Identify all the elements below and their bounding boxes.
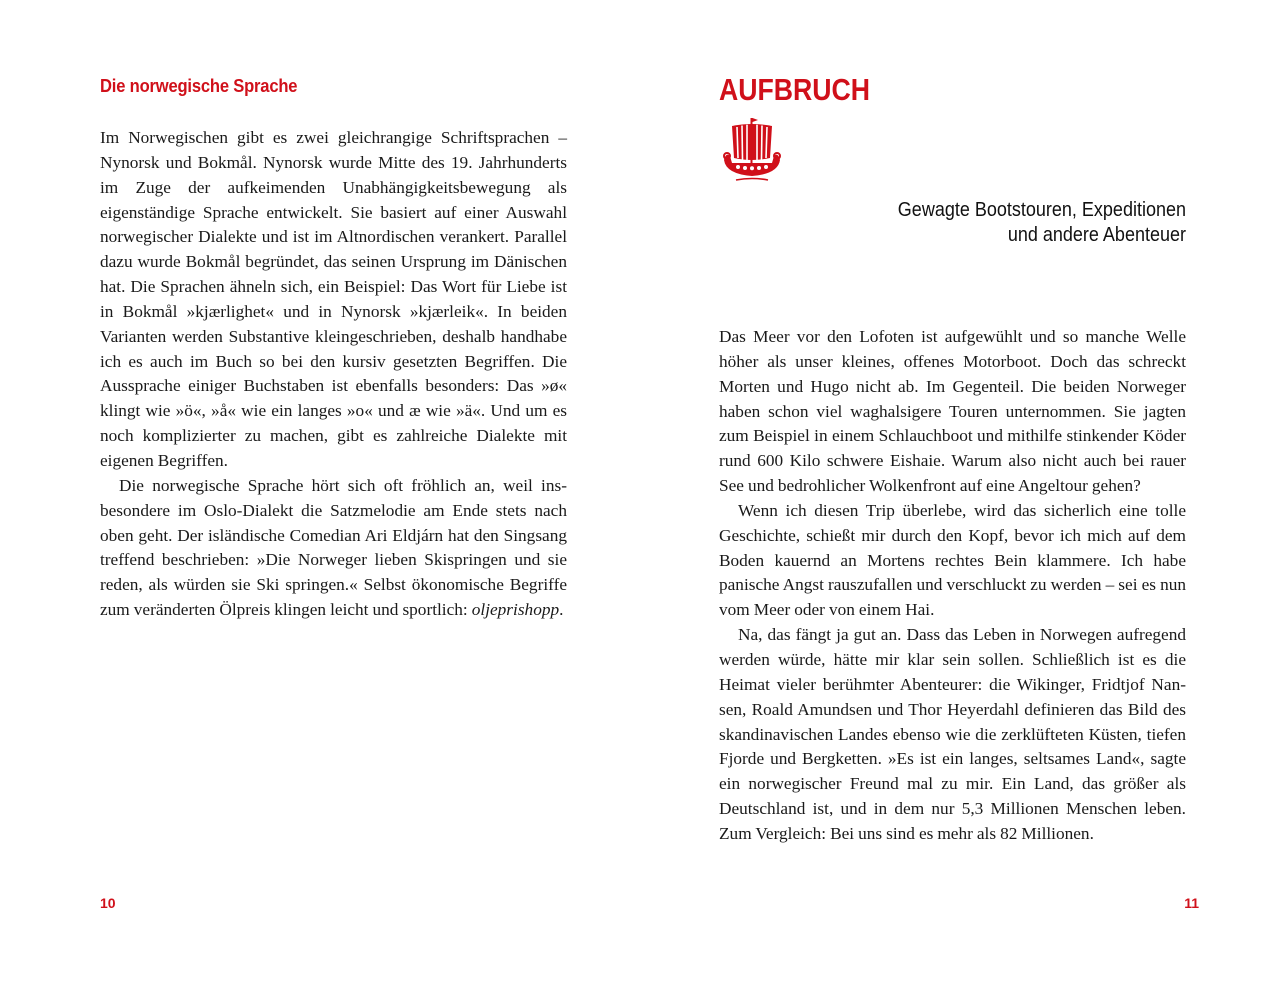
viking-ship-icon (722, 116, 782, 182)
italic-term: oljeprishopp (471, 600, 560, 620)
left-body-text (100, 126, 567, 623)
subtitle-line-2: und andere Abenteuer (1007, 224, 1186, 246)
section-heading: Die norwegische Sprache (100, 76, 298, 96)
italic-suffix: . (559, 600, 564, 620)
right-paragraph-2: Wenn ich diesen Trip überlebe, wird das sicherlich eine tolle Geschichte, schießt mir durch den Kopf, bevor ich mich auf dem Boden kauernd an Mortens rechtes Bein klammere. Ich habe panische Angst rauszufallen und verschluckt zu werden – sei es nun vom Meer oder von einem Hai. (719, 500, 1186, 620)
page-number-left: 10 (100, 895, 116, 911)
left-paragraph-2-text: Die norwegische Sprache hört sich oft fröhlich an, weil insbesondere im Oslo-Dialekt die Satzmelodie am Ende stets nach oben geht. Der isländische Comedian Ari Eldjárn hat den Singsang treffend beschrieben: »Die Norweger lieben Skispringen und sie reden, als würden sie Ski springen.« Selbst ökonomische Begriffe zum veränderten Ölpreis klingen leicht und sportlich: (100, 475, 567, 620)
right-paragraph-1: Das Meer vor den Lofoten ist aufgewühlt und so manche Welle höher als unser kleines, offenes Motorboot. Doch das schreckt Morten und Hugo nicht ab. Im Gegenteil. Die beiden Norweger haben schon viel waghalsigere Touren unternommen. Sie jagten zum Beispiel in einem Schlauchboot und mithilfe stinkender Köder rund 600 Kilo schwere Eishaie. Warum also nicht auch bei rauer See und bedrohlicher Wolkenfront auf eine Angeltour gehen? (719, 327, 1186, 496)
left-paragraph-1: Im Norwegischen gibt es zwei gleichrangige Schriftsprachen – Nynorsk und Bokmål. Nynorsk wurde Mitte des 19. Jahrhunderts im Zuge der aufkeimenden Unabhängigkeitsbewegung als eigenständige Sprache entwickelt. Sie basiert auf einer Auswahl norwegischer Dialekte und ist im Altnordischen verankert. Parallel dazu wurde Bokmål begründet, das seinen Ursprung im Dänischen hat. Die Sprachen ähneln sich, ein Beispiel: Das Wort für Liebe ist in Bokmål »kjærlighet« und in Nynorsk »kjærleik«. In beiden Varianten werden Substantive kleingeschrieben, deshalb handhabe ich es auch im Buch so bei den kursiv gesetzten Begriffen. Die Aussprache einiger Buchstaben ist ebenfalls besonders: Das »ø« klingt wie »ö«, »å« wie ein langes »o« und æ wie »ä«. Und um es noch komplizierter zu machen, gibt es zahlreiche Dialekte mit eigenen Begriffen. (100, 128, 567, 470)
left-paragraph-2 (100, 474, 567, 623)
right-paragraph-3: Na, das fängt ja gut an. Dass das Leben in Norwegen aufregend werden würde, hätte mir klar sein sollen. Schließlich ist es die Heimat vieler berühmter Abenteurer: die Wikinger, Fridtjof Nansen, Roald Amundsen und Thor Heyerdahl definieren das Bild des skandinavischen Landes ebenso wie die zerklüfteten Küsten, tiefen Fjorde und Bergketten. »Es ist ein langes, seltsames Land«, sagte ein norwegischer Freund mal zu mir. Ein Land, das größer als Deutschland ist, und in dem nur 5,3 Millionen Menschen leben. Zum Vergleich: Bei uns sind es mehr als 82 Millionen. (719, 625, 1186, 843)
left-page (0, 0, 642, 1000)
right-body-text (719, 325, 1186, 847)
right-page (642, 0, 1285, 1000)
chapter-subtitle (808, 198, 1186, 248)
chapter-title: AUFBRUCH (719, 72, 871, 107)
subtitle-line-1: Gewagte Bootstouren, Expeditionen (897, 199, 1186, 221)
page-number-right: 11 (1184, 895, 1199, 911)
